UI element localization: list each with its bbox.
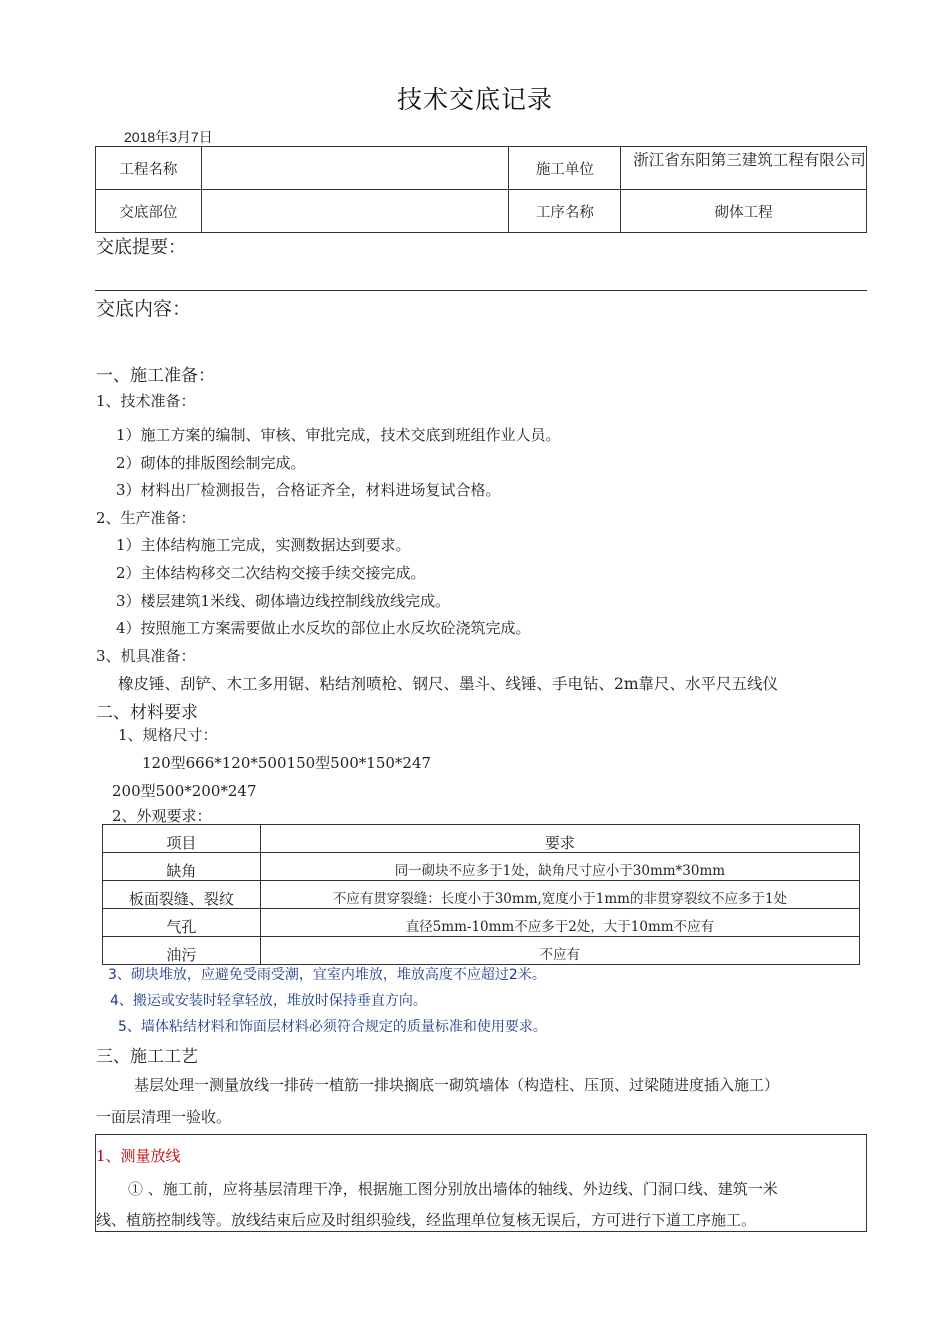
section3-heading: 三、施工工艺 [96,1047,198,1067]
box-line-1: ① 、施工前，应将基层清理干净，根据施工图分别放出墙体的轴线、外边线、门洞口线、建筑一米 [128,1180,778,1198]
list-item: 3）楼层建筑1米线、砌体墙边线控制线放线完成。 [116,592,451,610]
table-cell: 油污 [103,937,261,965]
tools-text: 橡皮锤、刮铲、木工多用锯、粘结剂喷枪、钢尺、墨斗、线锤、手电钻、2m靠尺、水平尺五线仪 [118,675,779,693]
list-item: 4）按照施工方案需要做止水反坎的部位止水反坎砼浇筑完成。 [116,619,531,637]
list-item: 2）砌体的排版图绘制完成。 [116,454,306,472]
table-row [103,881,860,909]
list-item: 1）施工方案的编制、审核、审批完成，技术交底到班组作业人员。 [116,426,561,444]
table-header-requirement: 要求 [260,825,859,853]
table-header-item: 项目 [103,825,261,853]
table-cell: 直径5mm-10mm不应多于2处，大于10mm不应有 [260,909,859,937]
measurement-box [95,1134,867,1232]
table-cell: 不应有贯穿裂缝：长度小于30mm,宽度小于1mm的非贯穿裂纹不应多于1处 [260,881,859,909]
spec-line-1: 120型666*120*500150型500*150*247 [142,754,432,772]
section2-heading: 二、材料要求 [96,703,198,723]
page-title: 技术交底记录 [396,85,553,114]
process-flow-line-2: 一面层清理一验收。 [96,1108,232,1126]
box-title: 1、测量放线 [96,1147,181,1165]
part-value [201,190,509,233]
appearance-table [102,824,860,965]
header-table [95,146,867,233]
note-3: 3、砌块堆放，应避免受雨受潮，宜室内堆放，堆放高度不应超过2米。 [108,967,546,983]
divider-line [95,290,867,291]
prod-heading: 2、生产准备： [96,509,196,527]
list-item: 2）主体结构移交二次结构交接手续交接完成。 [116,564,426,582]
tech-heading: 1、技术准备： [96,392,196,410]
section1-heading: 一、施工准备： [96,366,215,386]
table-row [103,825,860,853]
list-item: 1）主体结构施工完成，实测数据达到要求。 [116,536,411,554]
table-cell: 气孔 [103,909,261,937]
project-name-label: 工程名称 [96,147,202,190]
note-5: 5、墙体粘结材料和饰面层材料必须符合规定的质量标准和使用要求。 [118,1019,547,1035]
project-name-value [201,147,509,190]
box-line-2: 线、植筋控制线等。放线结束后应及时组织验线，经监理单位复核无误后，方可进行下道工序施工。 [96,1211,757,1229]
spec-line-2: 200型500*200*247 [112,782,257,800]
construction-unit-label: 施工单位 [509,147,621,190]
list-item: 3）材料出厂检测报告，合格证齐全，材料进场复试合格。 [116,481,501,499]
table-row [103,937,860,965]
part-label: 交底部位 [96,190,202,233]
summary-label: 交底提要： [96,237,186,258]
record-date: 2018年3月7日 [124,129,213,145]
construction-unit-value: 浙江省东阳第三建筑工程有限公司 [633,151,866,169]
table-cell: 板面裂缝、裂纹 [103,881,261,909]
appearance-heading: 2、外观要求： [112,807,212,825]
note-4: 4、搬运或安装时轻拿轻放，堆放时保持垂直方向。 [110,993,427,1009]
table-row [103,909,860,937]
process-value: 砌体工程 [621,190,867,233]
table-row [96,190,867,233]
table-cell: 同一砌块不应多于1处，缺角尺寸应小于30mm*30mm [260,853,859,881]
spec-heading: 1、规格尺寸： [118,726,218,744]
process-flow-line-1: 基层处理一测量放线一排砖一植筋一排块搁底一砌筑墙体（构造柱、压顶、过梁随进度插入施工） [134,1076,780,1094]
table-cell: 不应有 [260,937,859,965]
process-label: 工序名称 [509,190,621,233]
content-label: 交底内容： [96,298,192,320]
table-row [96,147,867,190]
tools-heading: 3、机具准备： [96,647,196,665]
table-row [103,853,860,881]
table-cell: 缺角 [103,853,261,881]
